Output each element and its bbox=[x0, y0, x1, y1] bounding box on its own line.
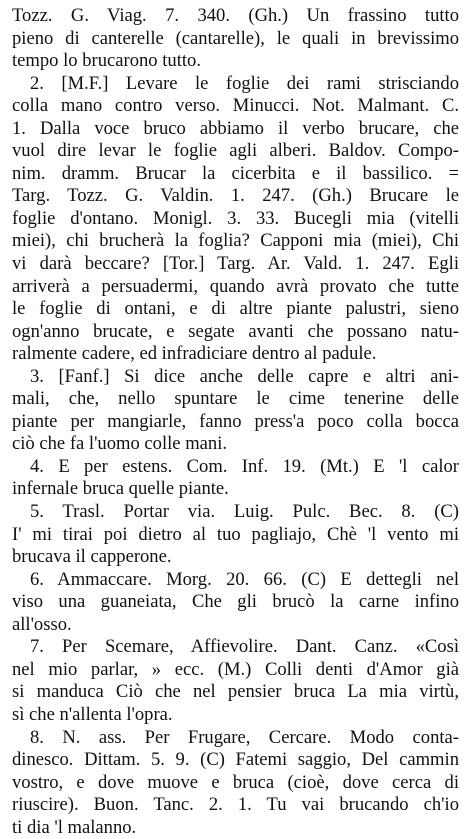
text-line: brucava il capperone. bbox=[12, 546, 172, 568]
text-line: Targ. Tozz. G. Valdin. 1. 247. (Gh.) Brucare le bbox=[12, 185, 459, 207]
text-line: vostro, e dove muove e bruca (cioè, dove cerca di bbox=[12, 771, 459, 793]
text-line: si manduca Ciò che nel pensier bruca La mia virtù, bbox=[12, 681, 459, 703]
text-line: mali, che, nello spuntare le cime tenerine delle bbox=[12, 388, 459, 410]
text-line: 6. Ammaccare. Morg. 20. 66. (C) E dettegli nel bbox=[30, 568, 459, 590]
text-line: I' mi tirai poi dietro al tuo pagliajo, Chè 'l vento mi bbox=[12, 523, 459, 545]
text-line: vuol dire levar le foglie agli alberi. Baldov. Compo- bbox=[12, 140, 459, 162]
text-line: 2. [M.F.] Levare le foglie dei rami strisciando bbox=[30, 72, 459, 94]
dictionary-entry-brucare bbox=[12, 5, 459, 839]
text-line: ciò che fa l'uomo colle mani. bbox=[12, 433, 228, 455]
text-line: 4. E per estens. Com. Inf. 19. (Mt.) E 'l calor bbox=[30, 455, 459, 477]
text-line: colla mano contro verso. Minucci. Not. Malmant. C. bbox=[12, 95, 459, 117]
text-line: 1. Dalla voce bruco abbiamo il verbo brucare, che bbox=[12, 117, 459, 139]
text-line: infernale bruca quelle piante. bbox=[12, 478, 229, 500]
text-line: vi darà beccare? [Tor.] Targ. Ar. Vald. 1. 247. Egli bbox=[12, 253, 459, 275]
text-line: foglie d'ontano. Monigl. 3. 33. Bucegli mia (vitelli bbox=[12, 207, 459, 229]
text-line: nim. dramm. Brucar la cicerbita e il bassilico. = bbox=[12, 162, 459, 184]
text-line: nel mio parlar, » ecc. (M.) Colli denti d'Amor già bbox=[12, 658, 459, 680]
text-line: ogn'anno brucate, e segate avanti che possano natu- bbox=[12, 320, 459, 342]
text-line: 8. N. ass. Per Frugare, Cercare. Modo conta- bbox=[30, 726, 459, 748]
text-line: all'osso. bbox=[12, 613, 72, 635]
text-line: 5. Trasl. Portar via. Luig. Pulc. Bec. 8. (C) bbox=[30, 501, 459, 523]
text-line: 7. Per Scemare, Affievolire. Dant. Canz. «Così bbox=[30, 636, 459, 658]
text-line: ralmente cadere, ed infradiciare dentro al padule. bbox=[12, 343, 377, 365]
text-line: 3. [Fanf.] Si dice anche delle capre e altri ani- bbox=[30, 365, 459, 387]
text-line: dinesco. Dittam. 5. 9. (C) Fatemi saggio, Del cammin bbox=[12, 749, 459, 771]
text-line: arriverà a persuadermi, quando avrà provato che tutte bbox=[12, 275, 459, 297]
text-line: ti dia 'l malanno. bbox=[12, 816, 137, 838]
text-line: sì che n'allenta l'opra. bbox=[12, 703, 173, 725]
text-line: le foglie di ontani, e di altre piante palustri, sieno bbox=[12, 298, 459, 320]
text-line: viso una guaneiata, Che gli brucò la carne infino bbox=[12, 591, 459, 613]
text-line: miei), chi brucherà la foglia? Capponi mia (miei), Chi bbox=[12, 230, 459, 252]
text-line: piante per mangiarle, fanno press'a poco colla bocca bbox=[12, 410, 459, 432]
text-line: pieno di canterelle (cantarelle), le quali in brevissimo bbox=[12, 27, 459, 49]
text-line: riuscire). Buon. Tanc. 2. 1. Tu vai brucando ch'io bbox=[12, 794, 459, 816]
text-line: tempo lo brucarono tutto. bbox=[12, 50, 201, 72]
text-line: Tozz. G. Viag. 7. 340. (Gh.) Un frassino tutto bbox=[12, 5, 459, 26]
